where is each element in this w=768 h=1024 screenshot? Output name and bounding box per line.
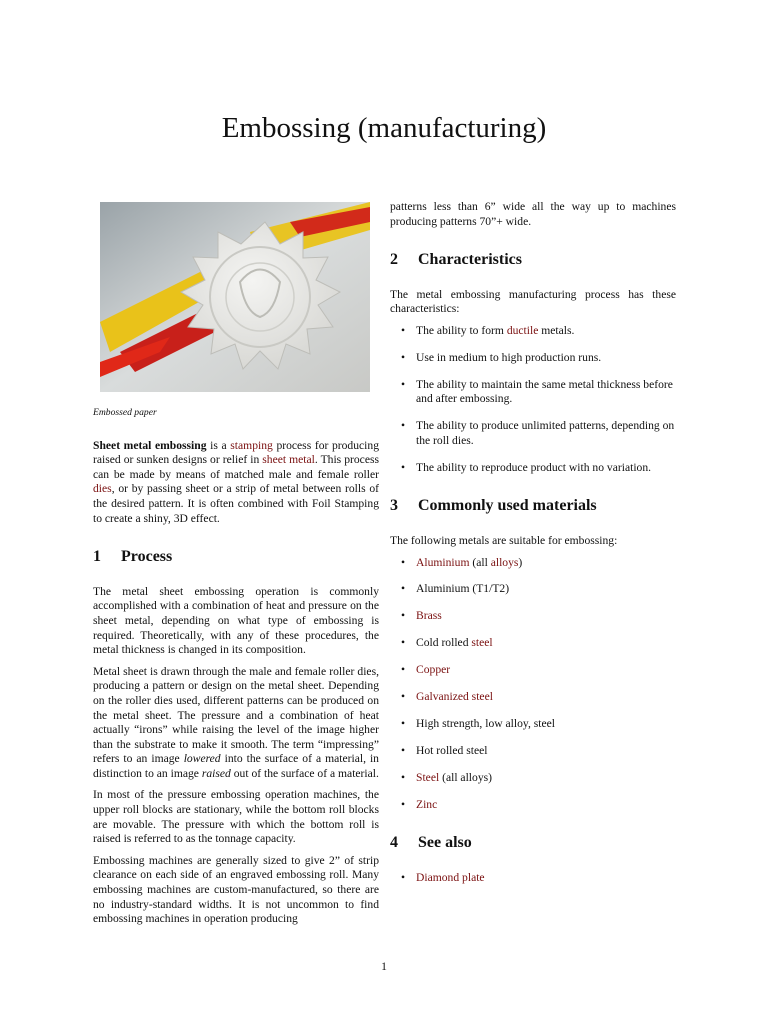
embossed-paper-image [100,202,370,392]
section-title: See also [418,834,472,852]
materials-intro: The following metals are suitable for embossing: [390,533,618,547]
list-item [390,609,676,624]
section-number: 1 [93,548,101,566]
process-paragraph-3: In most of the pressure embossing operation machines, the upper roll blocks are stationary, while the bottom roll blocks are movable. The pressure with which the bottom roll is raised is referred to as the tonnage capacity. [93,788,379,846]
characteristics-list [390,324,676,475]
emphasis: raised [201,766,231,780]
list-item [390,351,676,366]
bullet-icon: • [401,323,406,337]
section-number: 4 [390,834,398,852]
list-item [390,717,676,732]
bullet-icon: • [401,743,406,757]
text-run: (all [469,555,491,569]
text-run: Aluminium (T1/T2) [416,582,510,596]
bullet-icon: • [401,716,406,730]
link-galvanized-steel[interactable]: Galvanized steel [416,689,493,703]
bullet-icon: • [401,609,406,623]
link-zinc[interactable]: Zinc [416,797,438,811]
bullet-icon: • [401,377,406,391]
bullet-icon: • [401,419,406,433]
link-alloys[interactable]: alloys [490,555,519,569]
link-brass[interactable]: Brass [416,609,442,623]
link-ductile[interactable]: ductile [506,323,539,337]
link-stamping[interactable]: stamping [230,438,273,452]
list-item [390,798,676,813]
section-title: Commonly used materials [418,497,597,515]
see-also-list [390,871,676,886]
process-paragraph-2 [93,665,379,782]
text-run: The ability to reproduce product with no variation. [416,460,652,474]
link-aluminium[interactable]: Aluminium [416,555,470,569]
section-number: 3 [390,497,398,515]
list-item [390,771,676,786]
text-run: Use in medium to high production runs. [416,350,602,364]
text-run: (all alloys) [439,770,492,784]
list-item [390,461,676,476]
characteristics-intro: The metal embossing manufacturing process has these characteristics: [390,287,676,316]
text-run: . This process can be made by means of matched male and female roller [93,453,379,481]
emphasis: lowered [183,752,221,766]
text-run: process for producing raised or sunken designs or relief in [93,438,379,467]
link-steel-all[interactable]: Steel [416,770,440,784]
link-dies[interactable]: dies [93,482,112,496]
text-run: out of the surface of a material. [230,766,379,780]
bullet-icon: • [401,689,406,703]
text-run: is a [206,438,231,452]
link-copper[interactable]: Copper [416,663,451,677]
bullet-icon: • [401,770,406,784]
list-item [390,419,676,448]
section-number: 2 [390,251,398,269]
list-item [390,636,676,651]
section-heading-materials [390,499,676,514]
page-title: Embossing (manufacturing) [221,112,547,144]
text-run: The ability to produce unlimited patterns, depending on the roll dies. [416,419,675,447]
process-paragraph-1: The metal sheet embossing operation is commonly accomplished with a combination of heat and pressure on the sheet metal, depending on what type of embossing is required. Theoretically, with any of these procedures, the metal thickness is changed in its composition. [93,584,379,657]
section-heading-see-also [390,836,676,851]
list-item [390,556,676,571]
bullet-icon: • [401,797,406,811]
bullet-icon: • [401,663,406,677]
text-run: into the surface of a material, in distinction to an image [93,752,379,780]
text-run: Cold rolled [416,636,472,650]
text-run: High strength, low alloy, steel [416,716,555,730]
section-title: Process [121,548,173,566]
section-heading-process [93,550,379,565]
page-number: 1 [381,960,387,973]
list-item [390,871,676,886]
bullet-icon: • [401,350,406,364]
intro-paragraph [93,439,379,527]
text-run: Hot rolled steel [416,743,488,757]
embossed-seal-illustration [100,202,370,392]
section-title: Characteristics [418,251,522,269]
text-run: Metal sheet is drawn through the male and female roller dies, producing a pattern or design on the metal sheet. Depending on the roller dies used, different patterns can be produced on the metal sheet. The pressure and a combination of heat actually “irons” while raising the level of the image higher than the substrate to make it smooth. The term “impressing” refers to an image [93,664,379,766]
list-item [390,582,676,597]
term-bold: Sheet metal embossing [93,438,207,452]
bullet-icon: • [401,582,406,596]
figure-caption: Embossed paper [93,407,157,418]
list-item [390,663,676,678]
left-column [93,200,379,934]
process-paragraph-4-continued: patterns less than 6” wide all the way up to machines producing patterns 70”+ wide. [390,200,676,228]
link-steel[interactable]: steel [471,636,493,650]
text-run: ) [518,555,523,569]
list-item [390,744,676,759]
text-run: , or by passing sheet or a strip of metal between rolls of the desired pattern. It is often combined with Foil Stamping to create a shiny, 3D effect. [93,482,379,525]
right-column [390,200,676,898]
link-diamond-plate[interactable]: Diamond plate [416,870,485,884]
section-heading-characteristics [390,253,676,268]
bullet-icon: • [401,555,406,569]
list-item [390,378,676,407]
bullet-icon: • [401,460,406,474]
text-run: The ability to form [416,323,507,337]
text-run: metals. [538,323,575,337]
bullet-icon: • [401,870,406,884]
list-item [390,690,676,705]
process-paragraph-4: Embossing machines are generally sized to give 2” of strip clearance on each side of an engraved embossing roll. Many embossing machines are custom-manufactured, so there are no industry-standard widths. It is not uncommon to find embossing machines in operation producing [93,853,379,926]
list-item [390,324,676,339]
text-run: The ability to maintain the same metal thickness before and after embossing. [416,377,673,406]
materials-list [390,556,676,813]
link-sheet-metal[interactable]: sheet metal [262,453,315,467]
bullet-icon: • [401,636,406,650]
